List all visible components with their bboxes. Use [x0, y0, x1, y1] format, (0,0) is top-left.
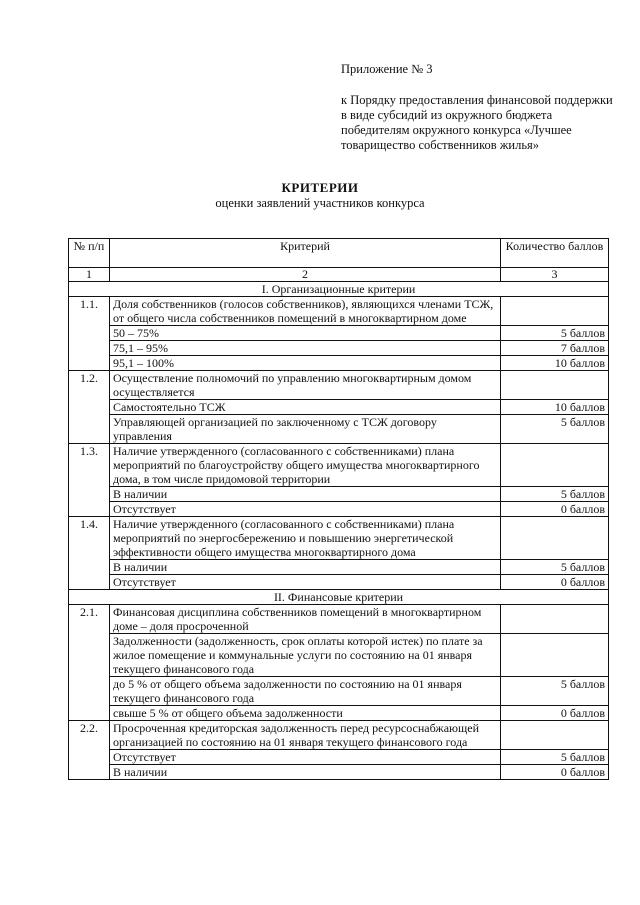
criterion-points-empty	[501, 721, 609, 750]
option-points: 0 баллов	[501, 706, 609, 721]
appendix-label: Приложение № 3	[341, 62, 433, 76]
option-label: Задолженности (задолженность, срок оплаты которой истек) по плате за жилое помещение и коммунальные услуги по состоянию на 01 января текущего финансового года	[110, 634, 501, 677]
column-index: 2	[110, 268, 501, 282]
column-index-row	[69, 268, 609, 282]
option-points: 5 баллов	[501, 677, 609, 706]
option-points: 0 баллов	[501, 575, 609, 590]
criterion-text: Осуществление полномочий по управлению многоквартирным домом осуществляется	[110, 371, 501, 400]
option-row	[69, 400, 609, 415]
option-row	[69, 415, 609, 444]
criterion-number: 2.1.	[69, 605, 110, 721]
criterion-points-empty	[501, 605, 609, 634]
criterion-text: Доля собственников (голосов собственников), являющихся членами ТСЖ, от общего числа собственников помещений в многоквартирном доме	[110, 297, 501, 326]
option-row	[69, 356, 609, 371]
criterion-number: 1.4.	[69, 517, 110, 590]
criterion-number: 1.2.	[69, 371, 110, 444]
option-label: В наличии	[110, 560, 501, 575]
option-label: до 5 % от общего объема задолженности по состоянию на 01 января текущего финансового года	[110, 677, 501, 706]
option-row	[69, 706, 609, 721]
column-index: 3	[501, 268, 609, 282]
criterion-text: Наличие утвержденного (согласованного с собственниками) плана мероприятий по благоустройству общего имущества многоквартирного дома, в том числе придомовой территории	[110, 444, 501, 487]
criterion-points-empty	[501, 297, 609, 326]
option-label: 95,1 – 100%	[110, 356, 501, 371]
option-row	[69, 326, 609, 341]
option-points: 5 баллов	[501, 326, 609, 341]
option-label: Отсутствует	[110, 750, 501, 765]
option-row	[69, 765, 609, 780]
option-row	[69, 677, 609, 706]
document-subtitle: оценки заявлений участников конкурса	[215, 196, 425, 210]
option-points: 5 баллов	[501, 560, 609, 575]
document-title: КРИТЕРИИ	[281, 180, 359, 195]
criterion-points-empty	[501, 444, 609, 487]
option-label: Отсутствует	[110, 502, 501, 517]
criterion-row	[69, 444, 609, 487]
section-row	[69, 590, 609, 605]
option-row	[69, 634, 609, 677]
column-header-number: № п/п	[69, 239, 110, 268]
criterion-row	[69, 721, 609, 750]
option-row	[69, 560, 609, 575]
option-label: Самостоятельно ТСЖ	[110, 400, 501, 415]
option-points: 7 баллов	[501, 341, 609, 356]
column-header-points: Количество баллов	[501, 239, 609, 268]
criterion-row	[69, 297, 609, 326]
option-points: 5 баллов	[501, 487, 609, 502]
section-row	[69, 282, 609, 297]
option-label: 75,1 – 95%	[110, 341, 501, 356]
option-label: В наличии	[110, 765, 501, 780]
option-row	[69, 502, 609, 517]
section-title: II. Финансовые критерии	[69, 590, 609, 605]
criteria-table	[68, 238, 609, 780]
option-points	[501, 634, 609, 677]
option-row	[69, 575, 609, 590]
option-row	[69, 487, 609, 502]
criterion-text: Финансовая дисциплина собственников помещений в многоквартирном доме – доля просроченной	[110, 605, 501, 634]
option-points: 5 баллов	[501, 750, 609, 765]
criterion-points-empty	[501, 517, 609, 560]
criteria-table-body	[69, 282, 609, 780]
column-index: 1	[69, 268, 110, 282]
criterion-number: 1.1.	[69, 297, 110, 371]
criterion-points-empty	[501, 371, 609, 400]
option-row	[69, 341, 609, 356]
option-points: 5 баллов	[501, 415, 609, 444]
criterion-text: Наличие утвержденного (согласованного с собственниками) плана мероприятий по энергосбережению и повышению энергетической эффективности общего имущества многоквартирного дома	[110, 517, 501, 560]
option-points: 0 баллов	[501, 502, 609, 517]
criterion-text: Просроченная кредиторская задолженность перед ресурсоснабжающей организацией по состоянию на 01 января текущего финансового года	[110, 721, 501, 750]
option-points: 10 баллов	[501, 356, 609, 371]
section-title: I. Организационные критерии	[69, 282, 609, 297]
table-header-row	[69, 239, 609, 268]
option-row	[69, 750, 609, 765]
column-header-criterion: Критерий	[110, 239, 501, 268]
criterion-row	[69, 517, 609, 560]
criterion-row	[69, 371, 609, 400]
option-points: 0 баллов	[501, 765, 609, 780]
criterion-number: 1.3.	[69, 444, 110, 517]
option-label: В наличии	[110, 487, 501, 502]
criterion-row	[69, 605, 609, 634]
appendix-description: к Порядку предоставления финансовой поддержки в виде субсидий из окружного бюджета победителям окружного конкурса «Лучшее товарищество собственников жилья»	[341, 93, 613, 152]
option-label: свыше 5 % от общего объема задолженности	[110, 706, 501, 721]
option-label: Управляющей организацией по заключенному с ТСЖ договору управления	[110, 415, 501, 444]
option-label: 50 – 75%	[110, 326, 501, 341]
option-points: 10 баллов	[501, 400, 609, 415]
option-label: Отсутствует	[110, 575, 501, 590]
criterion-number: 2.2.	[69, 721, 110, 780]
